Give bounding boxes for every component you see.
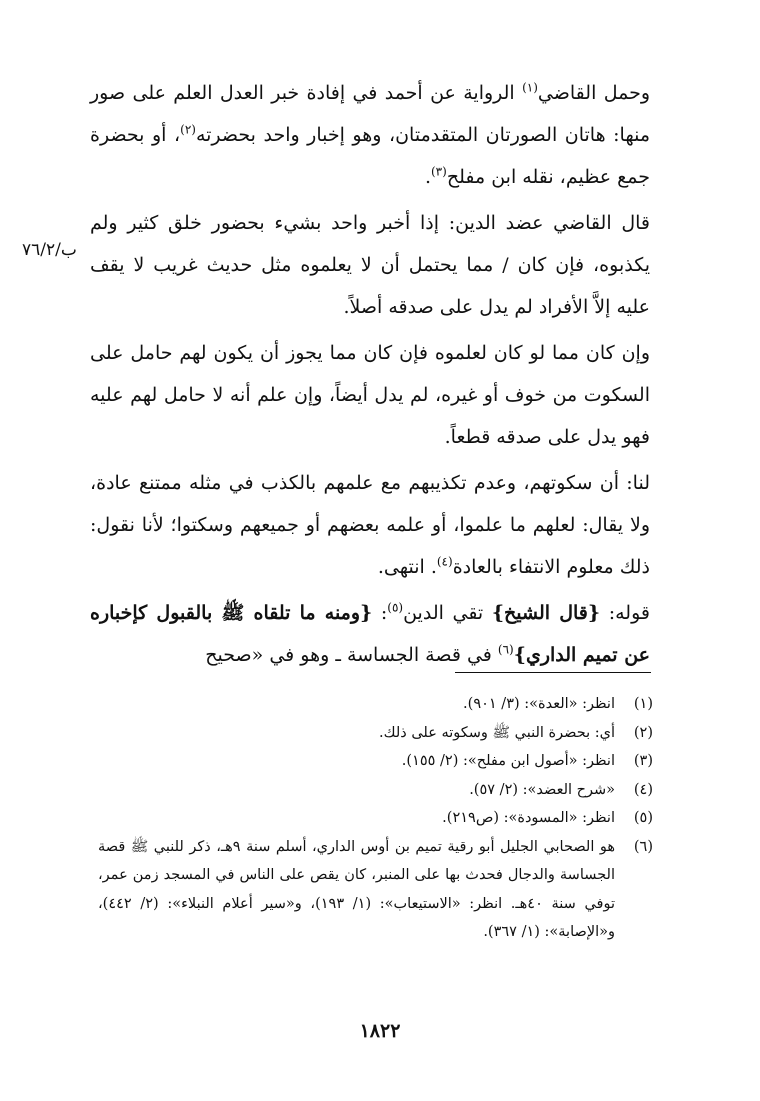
footnote-marker: (٢) — [180, 122, 196, 137]
footnote-number: (١) — [633, 696, 653, 712]
text-segment: . انتهى. — [377, 556, 437, 578]
footnote-marker: (١) — [522, 80, 538, 95]
text-segment: لنا: أن سكوتهم، وعدم تكذيبهم مع علمهم بالكذب في مثله ممتنع عادة، ولا يقال: لعلهم ما علموا، أو علمه بعضهم أو جميعهم وسكتوا؛ لأنا نقول: ذلك معلوم الانتفاء بالعادة — [90, 472, 650, 578]
text-segment: قال القاضي عضد الدين: إذا أخبر واحد بشيء بحضور خلق كثير ولم يكذبوه، فإن كان / مما يحتمل أن لا يعلموه مثل حديث غريب لا يقف عليه إلاَّ الأفراد لم يدل على صدقه أصلاً. — [90, 212, 650, 318]
footnote — [98, 747, 653, 776]
text-segment: . — [424, 166, 431, 188]
footnote-marker: (٤) — [436, 554, 453, 569]
footnote-marker: (٣) — [430, 164, 447, 179]
text-segment: وإن كان مما لو كان لعلموه فإن كان مما يجوز أن يكون لهم حامل على السكوت من خوف أو غيره، لم يدل أيضاً، وإن علم أنه لا حامل لهم عليه فهو يدل على صدقه قطعاً. — [90, 342, 650, 448]
paragraph — [90, 72, 650, 198]
text-segment: الرواية عن أحمد في إفادة خبر العدل العلم على صور منها: هاتان الصورتان المتقدمتان، وهو إخبار واحد بحضرته — [90, 82, 650, 146]
footnote-marker: (٥) — [387, 600, 404, 615]
footnote-text: أي: بحضرة النبي ﷺ وسكوته على ذلك. — [379, 724, 615, 741]
footnote-text: «شرح العضد»: (٢/ ٥٧). — [469, 781, 615, 798]
text-segment: ، أو بحضرة جمع عظيم، نقله ابن مفلح — [90, 124, 650, 188]
text-segment: تقي الدين — [403, 602, 492, 624]
text-segment: في قصة الجساسة ـ وهو في «صحيح — [205, 644, 498, 666]
footnote — [98, 690, 653, 719]
page-number: ١٨٢٢ — [359, 1020, 401, 1042]
main-text — [90, 72, 650, 676]
footnote-number: (٢) — [633, 724, 653, 741]
text-segment: قوله: — [600, 602, 650, 624]
footnote-marker: (٦) — [497, 642, 514, 657]
footnote-text: انظر: «العدة»: (٣/ ٩٠١). — [463, 696, 615, 712]
bold-quote: {ومنه ما تلقاه ﷺ بالقبول كإخباره عن تميم الداري} — [90, 602, 650, 666]
footnote-text: انظر: «أصول ابن مفلح»: (٢/ ١٥٥). — [401, 753, 615, 769]
paragraph — [90, 202, 650, 328]
footnote — [98, 804, 653, 833]
paragraph — [90, 462, 650, 588]
footnotes — [98, 690, 653, 947]
footnote — [98, 719, 653, 748]
footnote-number: (٤) — [633, 781, 653, 798]
paragraph — [90, 332, 650, 458]
footnote-number: (٣) — [633, 753, 653, 769]
footnote-number: (٦) — [633, 838, 653, 855]
bold-quote: {قال الشيخ} — [491, 602, 601, 624]
paragraph — [90, 592, 650, 676]
text-segment: وحمل القاضي — [537, 82, 650, 104]
footnote-text: هو الصحابي الجليل أبو رقية تميم بن أوس الداري، أسلم سنة ٩هـ، ذكر للنبي ﷺ قصة الجساسة والدجال فحدث بها على المنبر، كان يقص على الناس في المسجد زمن عمر، توفي سنة ٤٠هـ. انظر: «الاستيعاب»: (١/ ١٩٣)، و«سير أعلام النبلاء»: (٢/ ٤٤٢)، و«الإصابة»: (١/ ٣٦٧). — [98, 838, 615, 940]
text-segment: : — [372, 602, 388, 624]
footnote-separator — [455, 672, 651, 673]
footnote — [98, 776, 653, 805]
footnote-text: انظر: «المسودة»: (ص٢١٩). — [442, 810, 615, 826]
footnote-number: (٥) — [633, 810, 653, 826]
footnote — [98, 833, 653, 947]
marginal-manuscript-reference: ب/٧٦/٢ — [22, 240, 77, 260]
